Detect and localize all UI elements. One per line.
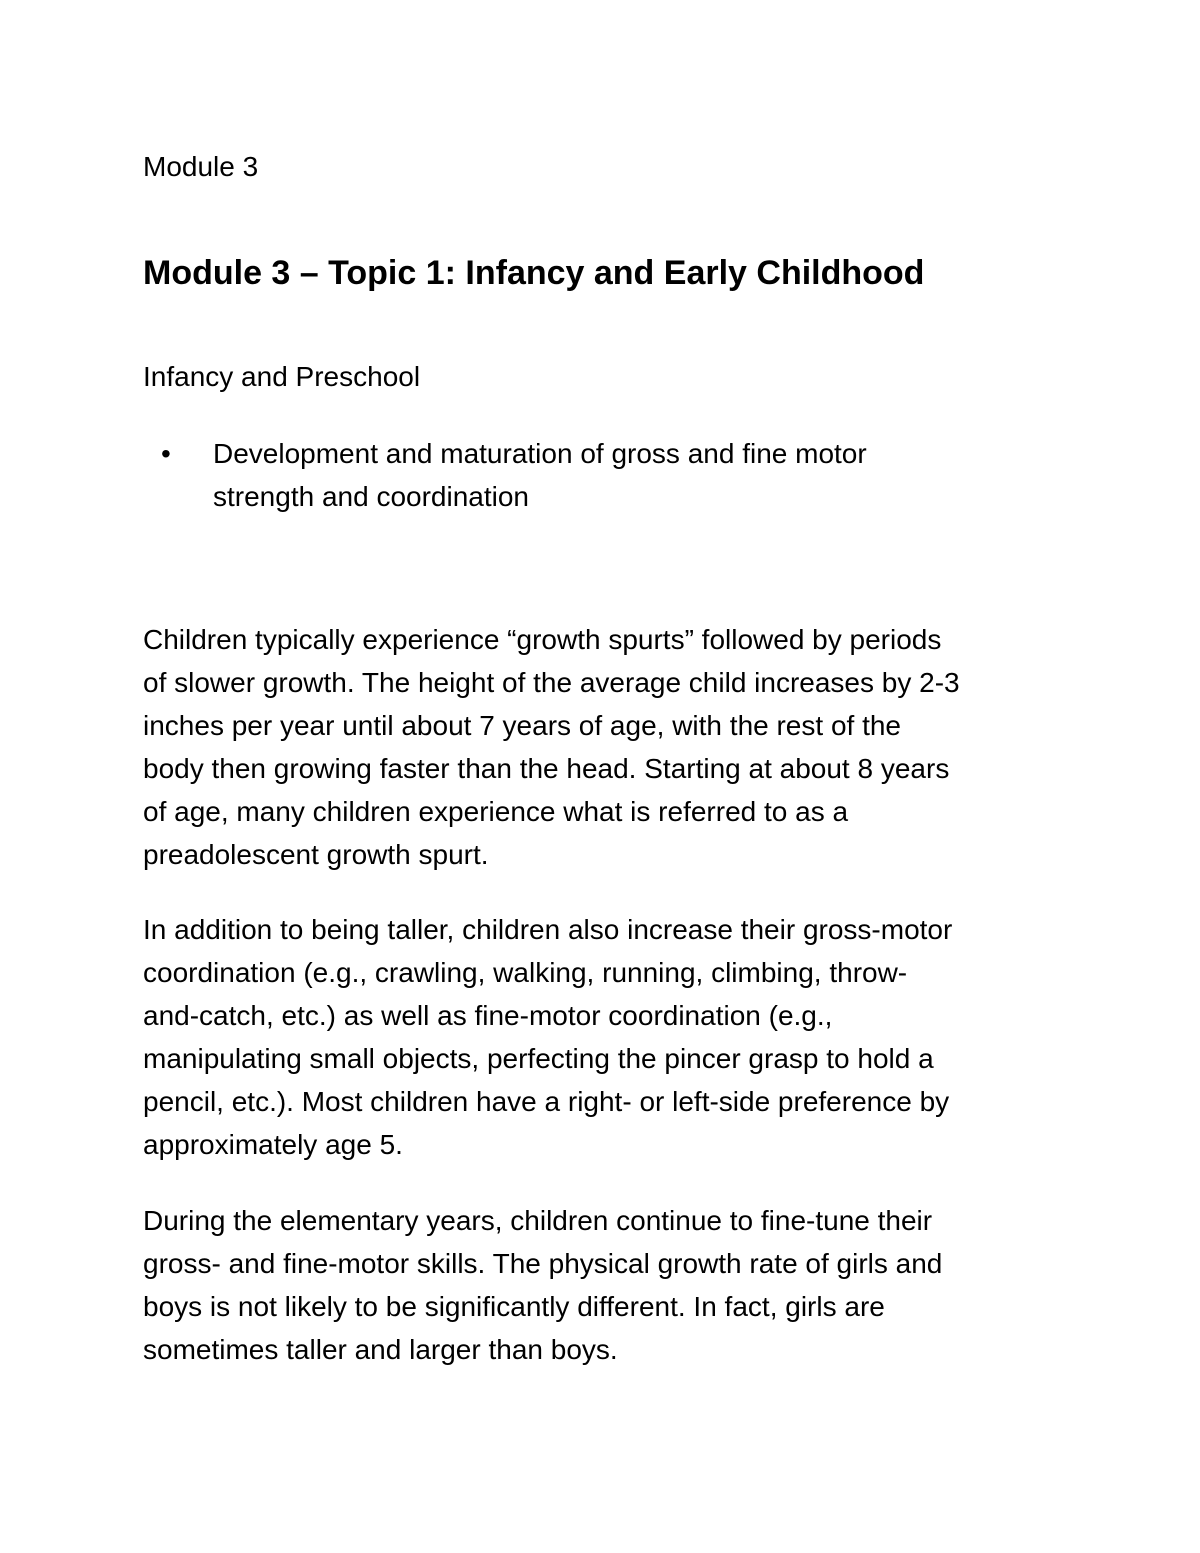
paragraph-line: boys is not likely to be significantly different. In fact, girls are — [143, 1291, 885, 1322]
paragraph-line: of slower growth. The height of the average child increases by 2-3 — [143, 667, 960, 698]
paragraph-line: gross- and fine-motor skills. The physical growth rate of girls and — [143, 1248, 943, 1279]
paragraph-line: pencil, etc.). Most children have a right- or left-side preference by — [143, 1086, 950, 1117]
paragraph-line: During the elementary years, children continue to fine-tune their — [143, 1205, 933, 1236]
bullet-list — [143, 432, 993, 518]
list-item — [143, 432, 993, 518]
paragraph-line: inches per year until about 7 years of age, with the rest of the — [143, 710, 901, 741]
paragraph-elementary-years — [143, 1199, 1058, 1371]
paragraph-line: preadolescent growth spurt. — [143, 839, 489, 870]
bullet-line: strength and coordination — [213, 481, 529, 512]
page-title: Module 3 – Topic 1: Infancy and Early Childhood — [143, 254, 925, 292]
module-label: Module 3 — [143, 151, 259, 182]
paragraph-line: body then growing faster than the head. Starting at about 8 years — [143, 753, 950, 784]
paragraph-line: and-catch, etc.) as well as fine-motor coordination (e.g., — [143, 1000, 833, 1031]
paragraph-growth-spurts — [143, 618, 1058, 876]
paragraph-line: manipulating small objects, perfecting the pincer grasp to hold a — [143, 1043, 934, 1074]
paragraph-motor-coordination — [143, 908, 1058, 1166]
paragraph-line: approximately age 5. — [143, 1129, 403, 1160]
paragraph-line: Children typically experience “growth spurts” followed by periods — [143, 624, 942, 655]
bullet-icon: • — [161, 438, 171, 469]
paragraph-line: In addition to being taller, children also increase their gross-motor — [143, 914, 953, 945]
paragraph-line: sometimes taller and larger than boys. — [143, 1334, 618, 1365]
paragraph-line: coordination (e.g., crawling, walking, running, climbing, throw- — [143, 957, 908, 988]
paragraph-line: of age, many children experience what is referred to as a — [143, 796, 849, 827]
bullet-line: Development and maturation of gross and fine motor — [213, 438, 867, 469]
section-heading: Infancy and Preschool — [143, 361, 421, 392]
